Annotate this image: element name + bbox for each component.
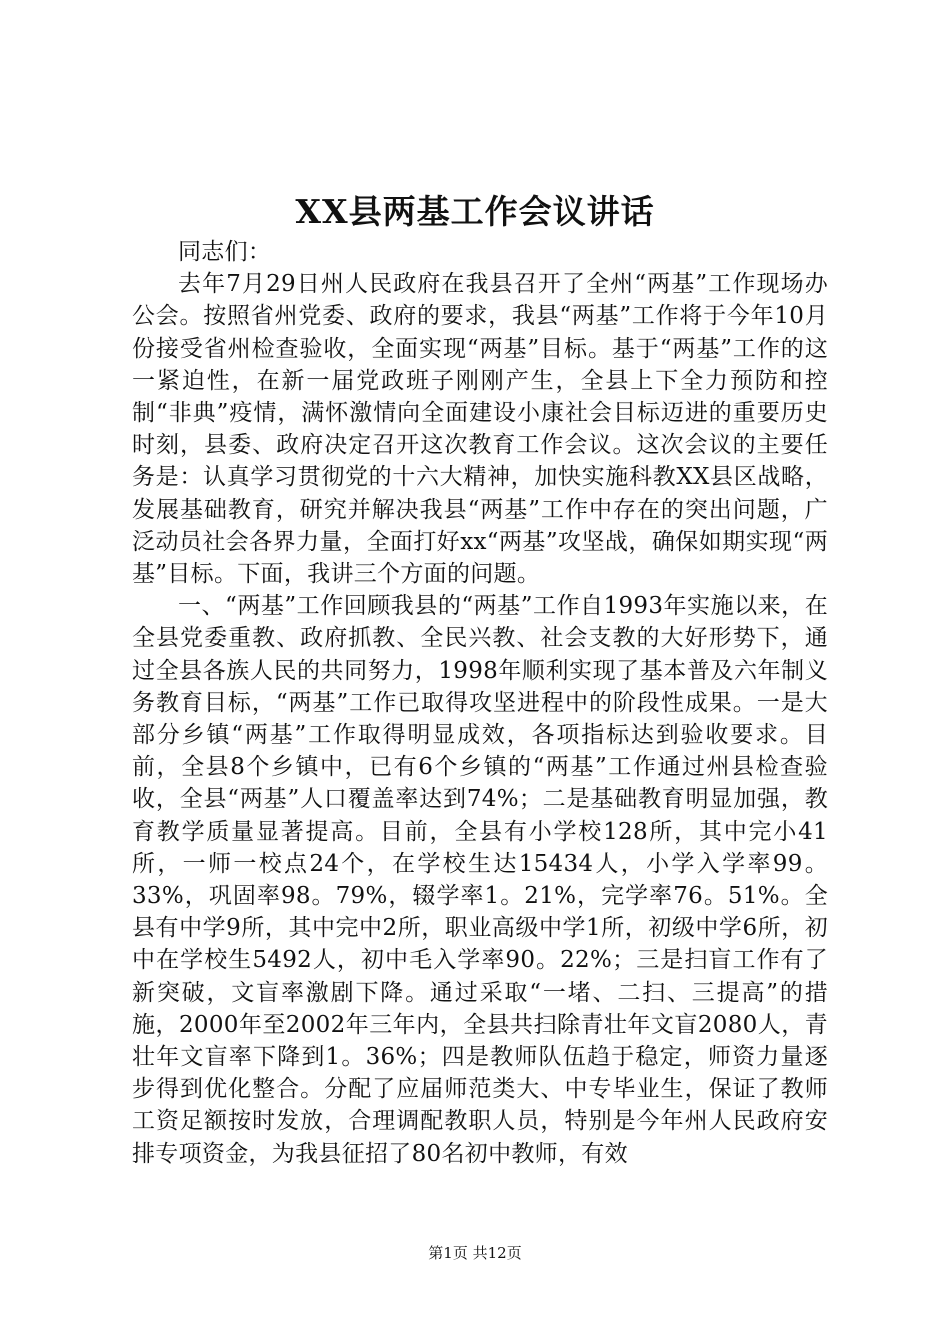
document-title: XX县两基工作会议讲话 (295, 192, 655, 231)
page-number-footer: 第1页 共12页 (428, 1244, 522, 1262)
document-body (132, 236, 828, 1170)
section-one-paragraph: 一、“两基”工作回顾我县的“两基”工作自1993年实施以来，在全县党委重教、政府抓教、全民兴教、社会支教的大好形势下，通过全县各族人民的共同努力，1998年顺利实现了基本普及六年制义务教育目标，“两基”工作已取得攻坚进程中的阶段性成果。一是大部分乡镇“两基”工作取得明显成效，各项指标达到验收要求。目前，全县8个乡镇中，已有6个乡镇的“两基”工作通过州县检查验收，全县“两基”人口覆盖率达到74%；二是基础教育明显加强，教育教学质量显著提高。目前，全县有小学校128所，其中完小41所，一师一校点24个，在学校生达15434人，小学入学率99。33%，巩固率98。79%，辍学率1。21%，完学率76。51%。全县有中学9所，其中完中2所，职业高级中学1所，初级中学6所，初中在学校生5492人，初中毛入学率90。22%；三是扫盲工作有了新突破，文盲率激剧下降。通过采取“一堵、二扫、三提高”的措施，2000年至2002年三年内，全县共扫除青壮年文盲2080人，青壮年文盲率下降到1。36%；四是教师队伍趋于稳定，师资力量逐步得到优化整合。分配了应届师范类大、中专毕业生，保证了教师工资足额按时发放，合理调配教职人员，特别是今年州人民政府安排专项资金，为我县征招了80名初中教师，有效 (132, 593, 828, 1167)
intro-paragraph: 去年7月29日州人民政府在我县召开了全州“两基”工作现场办公会。按照省州党委、政府的要求，我县“两基”工作将于今年10月份接受省州检查验收，全面实现“两基”目标。基于“两基”工作的这一紧迫性，在新一届党政班子刚刚产生，全县上下全力预防和控制“非典”疫情，满怀激情向全面建设小康社会目标迈进的重要历史时刻，县委、政府决定召开这次教育工作会议。这次会议的主要任务是：认真学习贯彻党的十六大精神，加快实施科教XX县区战略，发展基础教育，研究并解决我县“两基”工作中存在的突出问题，广泛动员社会各界力量，全面打好xx“两基”攻坚战，确保如期实现“两基”目标。下面，我讲三个方面的问题。 (132, 271, 828, 588)
salutation-paragraph: 同志们： (178, 239, 272, 265)
